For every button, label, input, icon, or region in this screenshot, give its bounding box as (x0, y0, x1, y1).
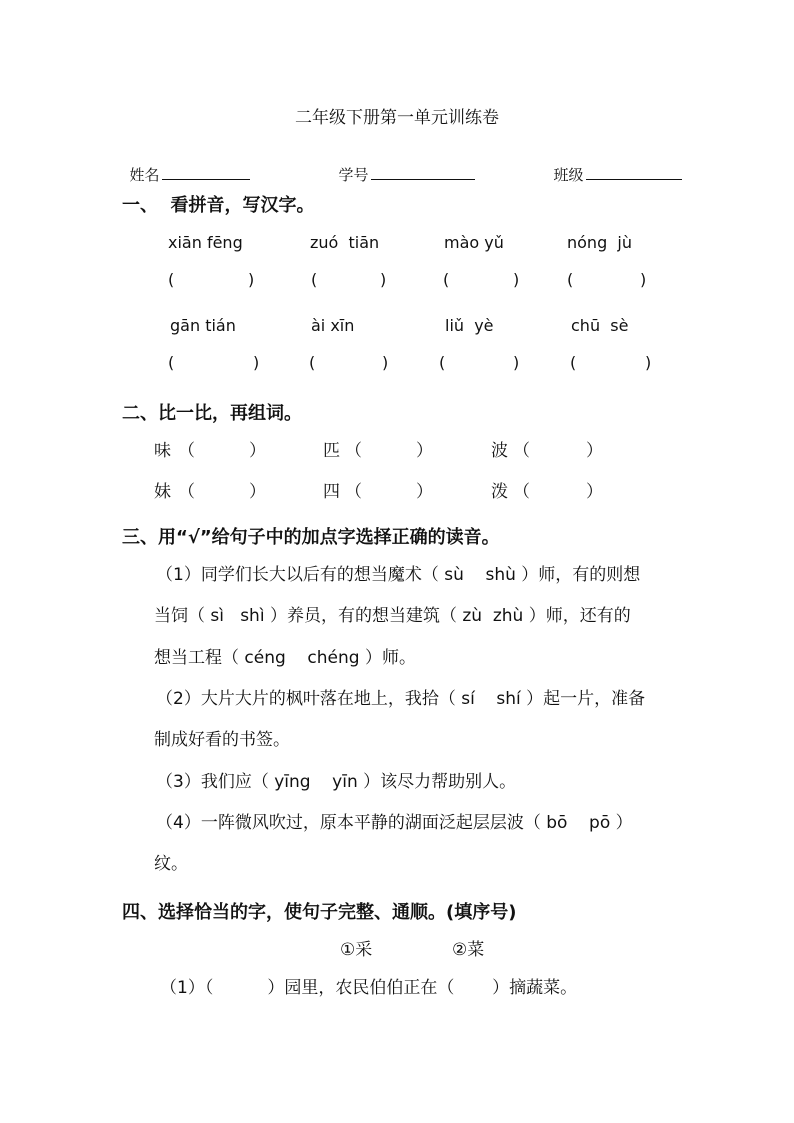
answer-paren-open: （ (345, 441, 362, 461)
question-line: （2）大片大片的枫叶落在地上，我拾（ sí shí ）起一片，准备 (156, 689, 646, 709)
answer-paren-close: ) (640, 270, 647, 289)
page-title: 二年级下册第一单元训练卷 (295, 108, 499, 128)
answer-paren-open: （ (178, 441, 195, 461)
number-label: 学号 (338, 166, 369, 184)
compare-char: 妹 (154, 482, 171, 502)
name-field[interactable] (120, 146, 250, 185)
answer-paren-close: ） (416, 441, 433, 461)
question-line: （1）同学们长大以后有的想当魔术（ sù shù ）师，有的则想 (156, 565, 641, 585)
answer-paren-close: ） (586, 441, 603, 461)
answer-paren-close: ) (645, 353, 652, 372)
answer-paren-close: ) (513, 270, 520, 289)
class-label: 班级 (553, 166, 584, 184)
answer-paren-close: ) (513, 353, 520, 372)
answer-paren-close: ） (249, 482, 266, 502)
section4-heading: 四、选择恰当的字，使句子完整、通顺。(填序号) (122, 902, 517, 923)
class-field[interactable] (544, 146, 682, 185)
pinyin: mào yǔ (444, 233, 504, 252)
answer-paren-open: （ (345, 482, 362, 502)
question-line: 当饲（ sì shì ）养员，有的想当建筑（ zù zhù ）师，还有的 (154, 606, 631, 626)
compare-char: 泼 (491, 482, 508, 502)
answer-paren-open: ( (570, 353, 577, 372)
answer-paren-open: ( (168, 353, 175, 372)
answer-paren-open: ( (168, 270, 175, 289)
name-blank[interactable] (162, 165, 250, 180)
answer-paren-open: ( (443, 270, 450, 289)
question-line: （1）（ ）园里，农民伯伯正在（ ）摘蔬菜。 (160, 978, 578, 998)
pinyin: gān tián (170, 316, 236, 335)
question-line: 纹。 (154, 854, 188, 874)
pinyin: nóng jù (567, 233, 632, 252)
option-1: ①采 (340, 940, 373, 960)
compare-char: 波 (491, 441, 508, 461)
pinyin: xiān fēng (168, 233, 243, 252)
option-2: ②菜 (452, 940, 485, 960)
answer-paren-close: ) (253, 353, 260, 372)
student-number-field[interactable] (329, 146, 475, 185)
answer-paren-open: ( (311, 270, 318, 289)
answer-paren-open: （ (513, 441, 530, 461)
compare-char: 匹 (323, 441, 340, 461)
answer-paren-close: ) (380, 270, 387, 289)
answer-paren-open: ( (439, 353, 446, 372)
compare-char: 味 (154, 441, 171, 461)
compare-char: 四 (323, 482, 340, 502)
pinyin: liǔ yè (445, 316, 494, 335)
answer-paren-open: ( (567, 270, 574, 289)
answer-paren-open: （ (513, 482, 530, 502)
answer-paren-close: ) (248, 270, 255, 289)
number-blank[interactable] (371, 165, 475, 180)
section3-heading: 三、用“√”给句子中的加点字选择正确的读音。 (122, 527, 500, 548)
question-line: 想当工程（ céng chéng ）师。 (154, 648, 416, 668)
pinyin: chū sè (571, 316, 629, 335)
class-blank[interactable] (586, 165, 682, 180)
answer-paren-close: ） (416, 482, 433, 502)
name-label: 姓名 (129, 166, 160, 184)
pinyin: ài xīn (311, 316, 355, 335)
question-line: 制成好看的书签。 (154, 730, 290, 750)
answer-paren-close: ） (586, 482, 603, 502)
section1-heading: 一、 看拼音，写汉字。 (122, 195, 315, 216)
answer-paren-close: ） (249, 441, 266, 461)
answer-paren-open: （ (178, 482, 195, 502)
answer-paren-open: ( (309, 353, 316, 372)
answer-paren-close: ) (382, 353, 389, 372)
section2-heading: 二、比一比，再组词。 (122, 403, 302, 424)
question-line: （3）我们应（ yīng yīn ）该尽力帮助别人。 (156, 772, 517, 792)
question-line: （4）一阵微风吹过，原本平静的湖面泛起层层波（ bō pō ） (156, 813, 633, 833)
pinyin: zuó tiān (310, 233, 380, 252)
